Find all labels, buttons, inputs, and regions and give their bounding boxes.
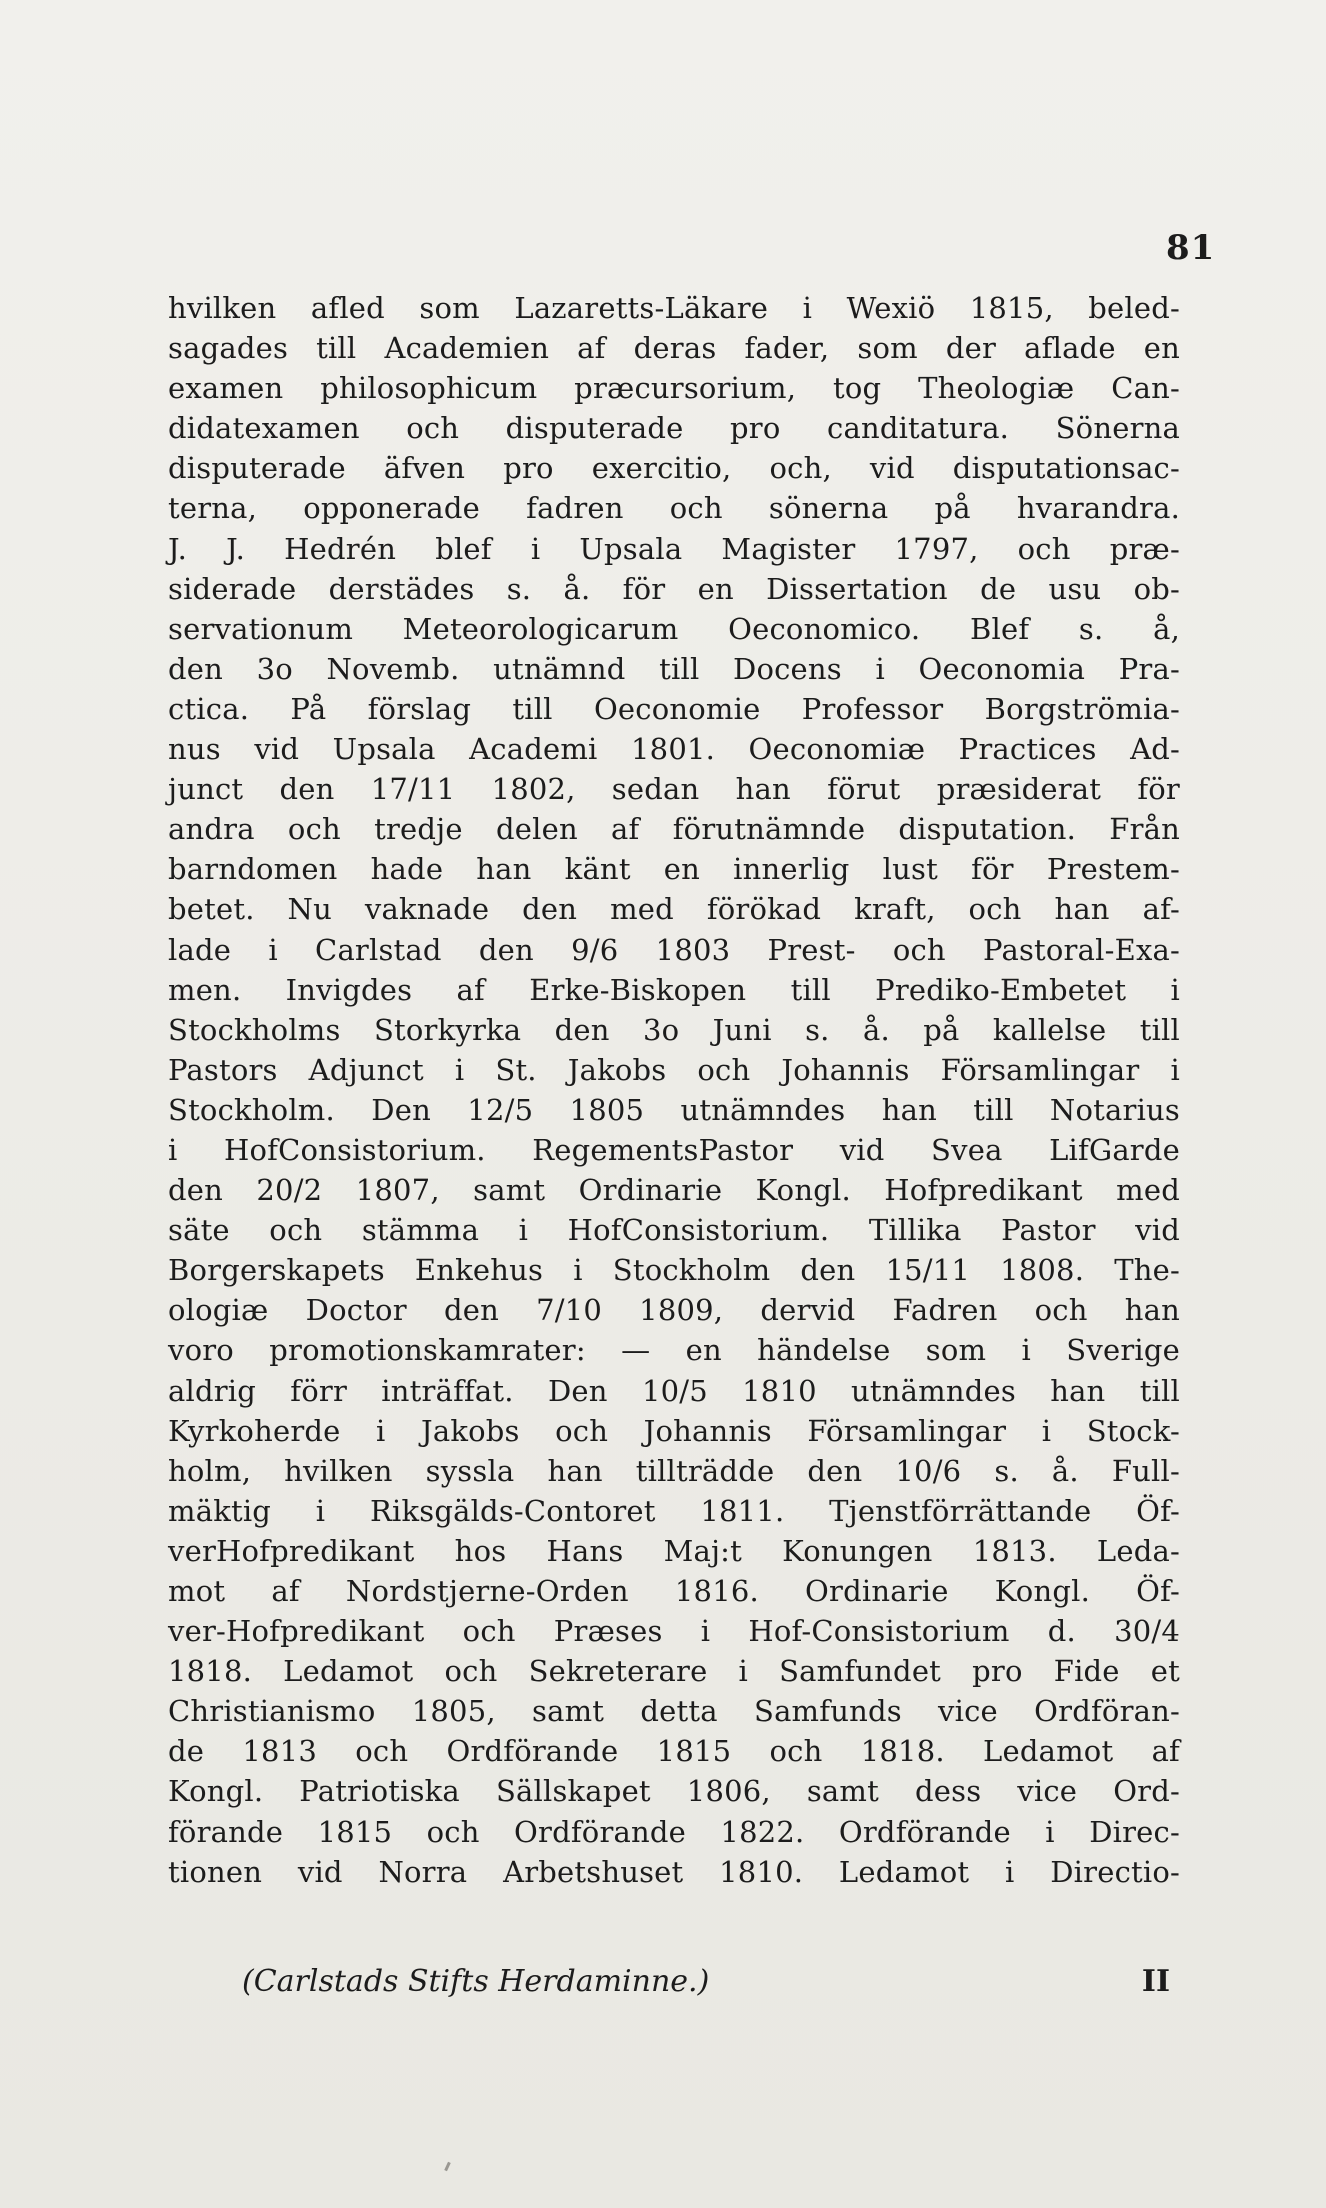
- text-line: nus vid Upsala Academi 1801. Oeconomiæ Practices Ad-: [168, 732, 1180, 767]
- text-line: Kongl. Patriotiska Sällskapet 1806, samt dess vice Ord-: [168, 1774, 1180, 1809]
- text-line: Borgerskapets Enkehus i Stockholm den 15/11 1808. The-: [168, 1253, 1180, 1288]
- text-line: voro promotionskamrater: — en händelse som i Sverige: [168, 1333, 1180, 1368]
- text-line: didatexamen och disputerade pro canditatura. Sönerna: [168, 411, 1180, 446]
- text-line: säte och stämma i HofConsistorium. Tillika Pastor vid: [168, 1213, 1180, 1248]
- text-line: J. J. Hedrén blef i Upsala Magister 1797, och præ-: [168, 531, 1180, 566]
- text-line: Stockholms Storkyrka den 3o Juni s. å. på kallelse till: [168, 1012, 1180, 1047]
- text-line: men. Invigdes af Erke-Biskopen till Prediko-Embetet i: [168, 972, 1180, 1007]
- page-number: 81: [1166, 228, 1216, 268]
- body-text: [168, 288, 1180, 1892]
- text-line: disputerade äfven pro exercitio, och, vid disputationsac-: [168, 451, 1180, 486]
- text-line: andra och tredje delen af förutnämnde disputation. Från: [168, 812, 1180, 847]
- text-line: betet. Nu vaknade den med förökad kraft, och han af-: [168, 892, 1180, 927]
- text-line: Christianismo 1805, samt detta Samfunds vice Ordföran-: [168, 1694, 1180, 1729]
- text-line: mot af Nordstjerne-Orden 1816. Ordinarie Kongl. Öf-: [168, 1574, 1180, 1608]
- text-line: examen philosophicum præcursorium, tog Theologiæ Can-: [168, 371, 1180, 406]
- text-line: lade i Carlstad den 9/6 1803 Prest- och Pastoral-Exa-: [168, 932, 1180, 967]
- text-line: tionen vid Norra Arbetshuset 1810. Ledamot i Directio-: [168, 1854, 1180, 1889]
- text-line: den 20/2 1807, samt Ordinarie Kongl. Hofpredikant med: [168, 1173, 1180, 1208]
- text-line: mäktig i Riksgälds-Contoret 1811. Tjenstförrättande Öf-: [168, 1493, 1180, 1528]
- text-line: ctica. På förslag till Oeconomie Professor Borgströmia-: [168, 691, 1180, 726]
- text-line: sagades till Academien af deras fader, som der aflade en: [168, 331, 1180, 366]
- text-line: 1818. Ledamot och Sekreterare i Samfundet pro Fide et: [168, 1654, 1180, 1689]
- text-line: de 1813 och Ordförande 1815 och 1818. Ledamot af: [168, 1734, 1180, 1769]
- text-line: holm, hvilken syssla han tillträdde den 10/6 s. å. Full-: [168, 1453, 1180, 1488]
- text-line: terna, opponerade fadren och sönerna på hvarandra.: [168, 491, 1180, 526]
- page-footer: [242, 1964, 1170, 2008]
- paper-speck: [444, 2162, 451, 2171]
- text-line: Pastors Adjunct i St. Jakobs och Johannis Församlingar i: [168, 1052, 1180, 1087]
- text-line: junct den 17/11 1802, sedan han förut præsiderat för: [168, 772, 1180, 807]
- text-line: Kyrkoherde i Jakobs och Johannis Församlingar i Stock-: [168, 1413, 1180, 1448]
- text-line: barndomen hade han känt en innerlig lust för Prestem-: [168, 852, 1180, 887]
- text-line: ologiæ Doctor den 7/10 1809, dervid Fadren och han: [168, 1293, 1180, 1328]
- text-line: hvilken afled som Lazaretts-Läkare i Wexiö 1815, beled-: [168, 291, 1180, 325]
- text-line: i HofConsistorium. RegementsPastor vid Svea LifGarde: [168, 1132, 1180, 1167]
- text-line: verHofpredikant hos Hans Maj:t Konungen 1813. Leda-: [168, 1533, 1180, 1568]
- text-line: servationum Meteorologicarum Oeconomico. Blef s. å,: [168, 611, 1180, 646]
- text-line: ver-Hofpredikant och Præses i Hof-Consistorium d. 30/4: [168, 1614, 1180, 1649]
- footer-signature: (Carlstads Stifts Herdaminne.): [242, 1964, 710, 1999]
- text-line: Stockholm. Den 12/5 1805 utnämndes han till Notarius: [168, 1092, 1180, 1127]
- text-line: förande 1815 och Ordförande 1822. Ordförande i Direc-: [168, 1814, 1180, 1849]
- text-line: siderade derstädes s. å. för en Dissertation de usu ob-: [168, 571, 1180, 606]
- sheet-mark: II: [1141, 1964, 1170, 1999]
- text-line: aldrig förr inträffat. Den 10/5 1810 utnämndes han till: [168, 1373, 1180, 1408]
- text-line: den 3o Novemb. utnämnd till Docens i Oeconomia Pra-: [168, 651, 1180, 686]
